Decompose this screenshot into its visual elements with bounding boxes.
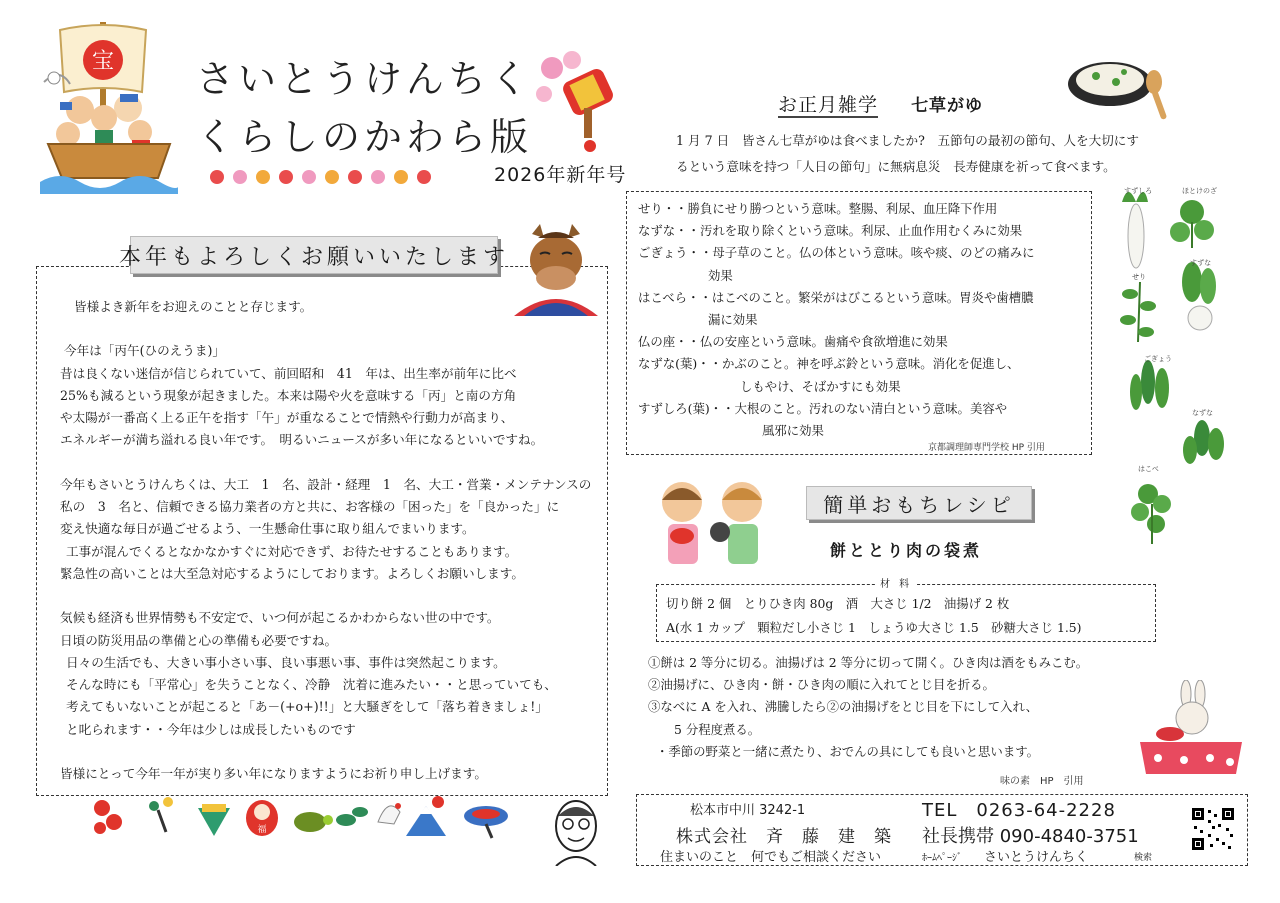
greeting-line: と叱られます・・今年は少しは成長したいものです [66,721,356,737]
nanakusa-title-prefix: お正月雑学 [778,94,879,116]
nanakusa-intro [676,128,1139,180]
issue-label: 2026年新年号 [494,164,627,186]
rabbit-kotatsu-icon [1136,680,1246,776]
company-mobile: 社長携帯 090-4840-3751 [922,826,1139,847]
nazuna-icon [1183,420,1224,464]
plum-blossom-icon [210,170,224,184]
greeting-line: 私の 3 名と、信頼できる協力業者の方と共に、お客様の「困った」を「良かった」に [60,499,560,515]
owner-portrait [548,796,604,866]
rabbit-kotatsu-illustration [1136,680,1246,776]
greeting-line: 25%も減るという現象が起きました。本来は陽や火を意味する「丙」と南の方角 [60,387,517,403]
nanakusa-intro-line: るという意味を持つ「人日の節句」に無病息災 長寿健康を祈って食べます。 [676,159,1116,174]
kabu-icon [1182,262,1216,330]
recipe-steps [648,652,1088,763]
plum-blossom-icon [348,170,362,184]
recipe-step: ・季節の野菜と一緒に煮たり、おでんの具にしても良いと思います。 [656,743,1039,759]
hakobe-icon [1131,484,1171,544]
title-line-2: くらしのかわら版 [196,115,533,159]
herb-line: なずな(葉)・・かぶのこと。神を呼ぶ鈴という意味。消化を促進し、 [638,356,1020,372]
turtle-icon [294,812,333,832]
herb-line: ごぎょう・・母子草のこと。仏の体という意味。咳や痰、のどの痛みに [638,245,1035,261]
ingredient-line: A(水 1 カップ 顆粒だし小さじ 1 しょうゆ大さじ 1.5 砂糖大さじ 1.5) [666,620,1082,635]
gogyou-icon [1130,360,1169,410]
herb-line: 効果 [708,267,733,283]
cooking-kids-illustration [650,474,780,570]
company-name: 株式会社 斉 藤 建 築 [676,827,892,847]
herb-line: なずな・・汚れを取り除くという意味。利尿、止血作用むくみに効果 [638,223,1023,239]
greeting-paragraph [60,296,600,318]
herb-line: すずしろ(葉)・・大根のこと。汚れのない清白という意味。美容や [638,400,1008,416]
herb-line: しもやけ、そばかすにも効果 [740,378,901,394]
pine-icon [336,807,368,826]
title-line-1: さいとうけんちく [196,57,533,101]
plum-blossom-icon [417,170,431,184]
daruma-text: 福 [257,825,267,835]
nanakusa-title [778,90,983,117]
greeting-body [60,296,600,807]
greeting-paragraph [60,340,600,451]
greeting-paragraph [60,763,600,785]
spinning-top-icon [198,804,230,836]
greeting-line: 今年は「丙午(ひのえうま)」 [64,343,225,359]
new-year-icons-row [88,792,518,840]
herb-illustration-set [1108,182,1258,552]
mount-fuji-icon [406,796,446,836]
herb-label: せり [1132,273,1146,281]
greeting-line: 日頃の防災用品の準備と心の準備も必要ですね。 [60,632,338,648]
herb-line: 仏の座・・仏の安座という意味。歯痛や食欲増進に効果 [638,334,948,350]
daruma-icon [246,800,278,836]
porridge-bowl-illustration [1066,54,1178,124]
plum-blossom-icon [256,170,270,184]
ingredients-list [666,592,1082,640]
portrait-icon [548,796,604,866]
recipe-heading: 簡単おもちレシピ [806,486,1032,520]
plum-blossom-row [210,170,431,184]
plum-blossom-icon [325,170,339,184]
new-year-icons [88,792,518,840]
herb-label: ごぎょう [1144,355,1172,363]
plum-blossom-icon [279,170,293,184]
herb-list [638,198,1035,442]
treasure-ship-icon [40,22,178,194]
greeting-line: 今年もさいとうけんちくは、大工 1 名、設計・経理 1 名、大工・営業・メンテナンスの [60,476,592,492]
search-label[interactable]: 検索 [1134,853,1153,863]
nanakusa-intro-line: 1 月 7 日 皆さん七草がゆは食べましたか? 五節句の最初の節句、人を大切にす [676,133,1139,148]
herb-line: はこべら・・はこべのこと。繁栄がはびこるという意味。胃炎や歯槽膿 [638,289,1034,305]
greeting-line: 考えてもいないことが起こると「あ－(+o+)!!」と大騒ぎをして「落ち着きましょ!」 [66,699,548,715]
herb-line: 漏に効果 [708,312,758,328]
crane-icon [378,803,401,824]
seri-icon [1120,282,1156,342]
greeting-line: 緊急性の高いことは大至急対応するようにしております。よろしくお願いします。 [60,565,524,581]
plum-icon [94,800,122,834]
plum-blossom-icon [371,170,385,184]
ingredient-line: 切り餅 2 個 とりひき肉 80g 酒 大さじ 1/2 油揚げ 2 枚 [666,596,1010,611]
greeting-line: 日々の生活でも、大きい事小さい事、良い事悪い事、事件は突然起こります。 [66,654,506,670]
company-tagline: 住まいのこと 何でもご相談ください [660,850,882,865]
spinning-top-icon-2 [464,806,508,838]
porridge-bowl-icon [1066,54,1178,124]
plum-blossom-icon [233,170,247,184]
herb-label: はこべ [1138,465,1159,473]
ingredients-label: 材 料 [876,575,916,590]
herb-label: すずな [1190,259,1212,267]
herb-label: すずしろ [1124,187,1153,195]
herb-line: 風邪に効果 [762,423,824,439]
qr-code[interactable] [1190,806,1236,852]
lucky-mallet-illustration [532,50,624,158]
recipe-step: 5 分程度煮る。 [674,721,761,737]
daikon-icon [1122,192,1148,268]
hotokenoza-icon [1170,200,1214,248]
homepage-name[interactable]: さいとうけんちく [984,850,1089,865]
greeting-paragraph [60,474,600,585]
homepage-label: ﾎｰﾑﾍﾟｰｼﾞ [922,853,962,864]
greeting-line: 昔は良くない迷信が信じられていて、前回昭和 41 年は、出生率が前年に比べ [60,365,517,381]
greeting-line: 皆様よき新年をお迎えのことと存じます。 [74,299,313,314]
greeting-line: 気候も経済も世界情勢も不安定で、いつ何が起こるかわからない世の中です。 [60,610,500,626]
plum-blossom-icon [394,170,408,184]
treasure-ship-illustration [40,22,178,194]
herb-line: せり・・勝負にせり勝つという意味。整腸、利尿、血圧降下作用 [638,201,998,216]
lucky-mallet-icon [532,50,624,158]
recipe-step: ②油揚げに、ひき肉・餅・ひき肉の順に入れてとじ目を折る。 [648,677,995,693]
herb-credit: 京都調理師専門学校 HP 引用 [928,443,1045,453]
hagoita-icon [149,797,173,832]
qr-code-icon [1190,806,1236,852]
greeting-heading: 本年もよろしくお願いいたします [130,236,498,274]
greeting-paragraph [60,607,600,741]
greeting-line: 変え快適な毎日が過ごせるよう、一生懸命仕事に取り組んでまいります。 [60,521,475,537]
recipe-step: ③なべに A を入れ、沸騰したら②の油揚げをとじ目を下にして入れ、 [648,699,1039,715]
plum-blossom-icon [302,170,316,184]
greeting-line: や太陽が一番高く上る正午を指す「午」が重なることで情熱や行動力が高まり、 [60,410,514,426]
recipe-step: ①餅は 2 等分に切る。油揚げは 2 等分に切って開く。ひき肉は酒をもみこむ。 [648,655,1089,670]
herb-illustrations [1108,182,1258,552]
greeting-line: 皆様にとって今年一年が実り多い年になりますようにお祈り申し上げます。 [60,766,487,782]
greeting-line: 工事が混んでくるとなかなかすぐに対応できず、お待たせすることもあります。 [66,543,518,559]
recipe-credit: 味の素 HP 引用 [1000,776,1084,787]
nanakusa-title-main: 七草がゆ [911,96,984,116]
ship-badge-text: 宝 [91,49,115,74]
company-tel: TEL 0263-64-2228 [922,800,1116,821]
greeting-line: そんな時にも「平常心」を失うことなく、冷静 沈着に進みたい・・と思っていても、 [66,677,557,693]
cooking-kids-icon [650,474,780,570]
herb-label: ほとけのざ [1182,187,1217,195]
greeting-line: エネルギーが満ち溢れる良い年です。 明るいニュースが多い年になるといいですね。 [60,432,544,448]
recipe-dish-name: 餅ととり肉の袋煮 [830,541,983,560]
herb-label: なずな [1192,409,1213,417]
company-address: 松本市中川 3242-1 [690,803,806,818]
